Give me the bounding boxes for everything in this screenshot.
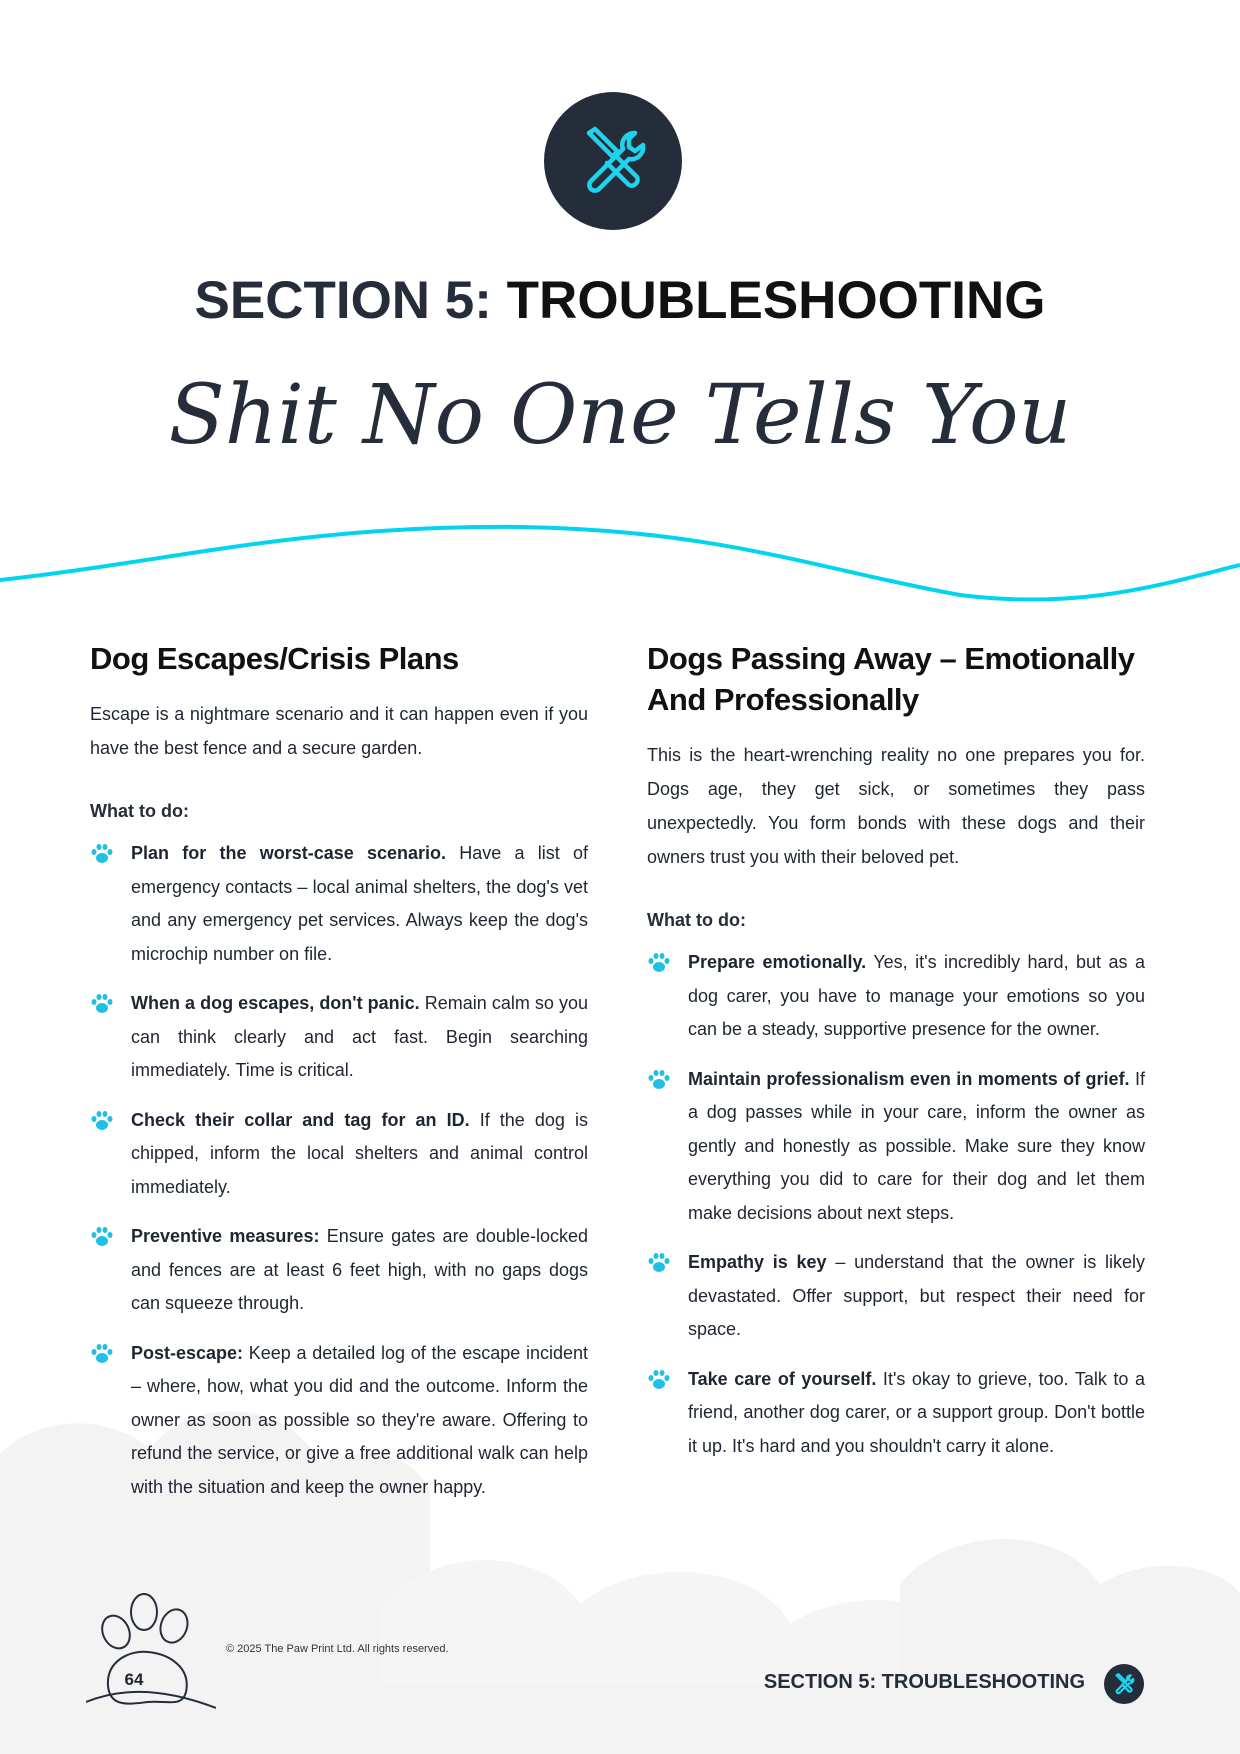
wrench-screwdriver-icon bbox=[1111, 1671, 1137, 1697]
page-subtitle: Shit No One Tells You bbox=[168, 368, 1072, 463]
paw-print-icon bbox=[647, 952, 671, 974]
item-bold: Maintain professionalism even in moments of grief. bbox=[688, 1068, 1130, 1089]
footer-section-title: SECTION 5: TROUBLESHOOTING bbox=[763, 1671, 1085, 1693]
list-item bbox=[90, 1220, 588, 1321]
section-badge-icon bbox=[544, 92, 682, 230]
paw-print-icon bbox=[90, 1343, 114, 1365]
paw-print-icon bbox=[90, 843, 114, 865]
list-item bbox=[90, 1337, 588, 1505]
item-bold: Preventive measures: bbox=[131, 1226, 320, 1246]
left-what-to-do: What to do: bbox=[90, 801, 189, 821]
list-item bbox=[647, 1246, 1145, 1347]
page-number: 64 bbox=[124, 1670, 144, 1689]
list-item bbox=[647, 1063, 1145, 1231]
item-bold: Empathy is key bbox=[688, 1252, 827, 1272]
item-text: Keep a detailed log of the escape incident – where, how, what you did and the outcome. Inform the owner as soon as possible so they're aware. Offering to refund the service, or give a free additional walk can help with the situation and keep the owner happy. bbox=[131, 1342, 588, 1497]
left-column bbox=[90, 638, 588, 1520]
paw-print-icon bbox=[90, 993, 114, 1015]
item-bold: Check their collar and tag for an ID. bbox=[131, 1109, 470, 1130]
left-intro: Escape is a nightmare scenario and it can happen even if you have the best fence and a secure garden. bbox=[90, 704, 588, 758]
right-column bbox=[647, 638, 1145, 1479]
copyright: © 2025 The Paw Print Ltd. All rights reserved. bbox=[226, 1643, 449, 1655]
list-item bbox=[647, 946, 1145, 1047]
item-bold: Post-escape: bbox=[131, 1342, 244, 1363]
item-text: Yes, it's incredibly hard, but as a dog carer, you have to manage your emotions so you can be a steady, supportive presence for the owner. bbox=[688, 952, 1145, 1039]
page-title-part1: SECTION 5: bbox=[194, 271, 492, 330]
page-title bbox=[0, 270, 1240, 331]
list-item bbox=[90, 837, 588, 971]
paw-print-icon bbox=[647, 1369, 671, 1391]
item-text: Remain calm so you can think clearly and act fast. Begin searching immediately. Time is critical. bbox=[131, 993, 588, 1080]
wrench-screwdriver-icon bbox=[571, 119, 655, 203]
item-bold: When a dog escapes, don't panic. bbox=[131, 993, 420, 1013]
page-title-part2: TROUBLESHOOTING bbox=[506, 271, 1046, 330]
paw-print-icon bbox=[647, 1252, 671, 1274]
right-list bbox=[647, 946, 1145, 1463]
item-text: – understand that the owner is likely devastated. Offer support, but respect their need for space. bbox=[688, 1252, 1146, 1339]
item-text: Ensure gates are double-locked and fences are at least 6 feet high, with no gaps dogs can squeeze through. bbox=[131, 1226, 588, 1313]
right-heading: Dogs Passing Away – Emotionally And Professionally bbox=[647, 641, 1135, 717]
right-what-to-do: What to do: bbox=[647, 910, 746, 930]
paw-outline-icon bbox=[86, 1590, 216, 1715]
left-heading: Dog Escapes/Crisis Plans bbox=[90, 641, 459, 676]
list-item bbox=[90, 987, 588, 1088]
paw-print-icon bbox=[90, 1110, 114, 1132]
paw-print-icon bbox=[647, 1069, 671, 1091]
item-text: It's okay to grieve, too. Talk to a friend, another dog carer, or a support group. Don't bottle it up. It's hard and you shouldn't carry it alone. bbox=[688, 1368, 1145, 1456]
list-item bbox=[647, 1363, 1145, 1464]
decorative-wave bbox=[0, 505, 1240, 625]
footer-badge-icon bbox=[1104, 1664, 1144, 1704]
paw-print-icon bbox=[90, 1226, 114, 1248]
item-bold: Plan for the worst-case scenario. bbox=[131, 843, 447, 863]
item-text: If a dog passes while in your care, inform the owner as gently and honestly as possible. Make sure they know everything you did to care for their dog and let them make decisions about next steps. bbox=[688, 1068, 1145, 1223]
item-bold: Take care of yourself. bbox=[688, 1368, 877, 1389]
item-text: If the dog is chipped, inform the local shelters and animal control immediately. bbox=[131, 1109, 588, 1197]
left-list bbox=[90, 837, 588, 1504]
list-item bbox=[90, 1104, 588, 1205]
item-bold: Prepare emotionally. bbox=[688, 952, 867, 972]
right-intro: This is the heart-wrenching reality no one prepares you for. Dogs age, they get sick, or sometimes they pass unexpectedly. You form bonds with these dogs and their owners trust you with their beloved pet. bbox=[647, 745, 1145, 867]
item-text: Have a list of emergency contacts – local animal shelters, the dog's vet and any emergency pet services. Always keep the dog's microchip number on file. bbox=[131, 843, 589, 964]
